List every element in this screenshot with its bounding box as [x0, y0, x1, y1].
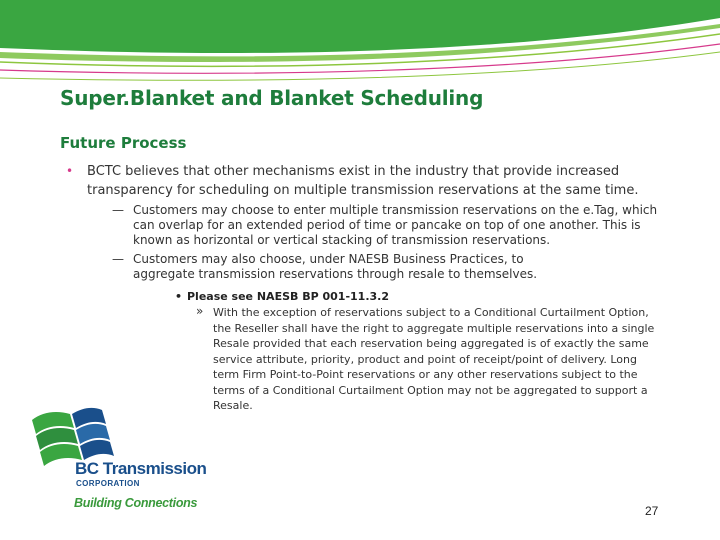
- bullet-item: [66, 162, 666, 200]
- sub-bullet-item: [112, 203, 662, 248]
- bullet-icon: •: [175, 290, 183, 303]
- quoted-practice: [196, 305, 656, 414]
- slide-title: Super.Blanket and Blanket Scheduling: [60, 86, 484, 110]
- logo-wordmark: BC Transmission: [75, 459, 207, 478]
- section-subtitle: Future Process: [60, 134, 187, 152]
- sub-bullet-item: [112, 252, 582, 282]
- page-number: 27: [645, 504, 659, 518]
- sub-bullet-text: Customers may choose to enter multiple transmission reservations on the e.Tag, which can overlap for an extended period of time or pancake on top of one another. This is known as horizontal or vertical stacking of transmission reservations.: [133, 203, 658, 247]
- sub-bullet-text: Customers may also choose, under NAESB Business Practices, to aggregate transmission reservations through resale to themselves.: [133, 252, 538, 281]
- bullet-text: BCTC believes that other mechanisms exist in the industry that provide increased transparency for scheduling on multiple transmission reservations at the same time.: [87, 164, 639, 198]
- dash-icon: —: [112, 203, 124, 217]
- reference-bullet: [175, 290, 389, 303]
- reference-text: Please see NAESB BP 001-11.3.2: [187, 290, 389, 303]
- quoted-practice-text: With the exception of reservations subject to a Conditional Curtailment Option, the Reseller shall have the right to aggregate multiple reservations into a single Resale provided that each reservation being aggregated is of exactly the same service attribute, priority, product and point of receipt/point of delivery. Long term Firm Point-to-Point reservations or any other reservations subject to the terms of a Conditional Curtailment Option may not be aggregated to support a Resale.: [213, 306, 655, 412]
- bullet-icon: •: [66, 164, 74, 178]
- logo-tagline: Building Connections: [74, 496, 198, 510]
- dash-icon: —: [112, 252, 124, 266]
- header-swoosh-graphic: [0, 0, 720, 90]
- logo-corporation: CORPORATION: [76, 479, 140, 488]
- chevron-double-right-icon: »: [196, 304, 204, 318]
